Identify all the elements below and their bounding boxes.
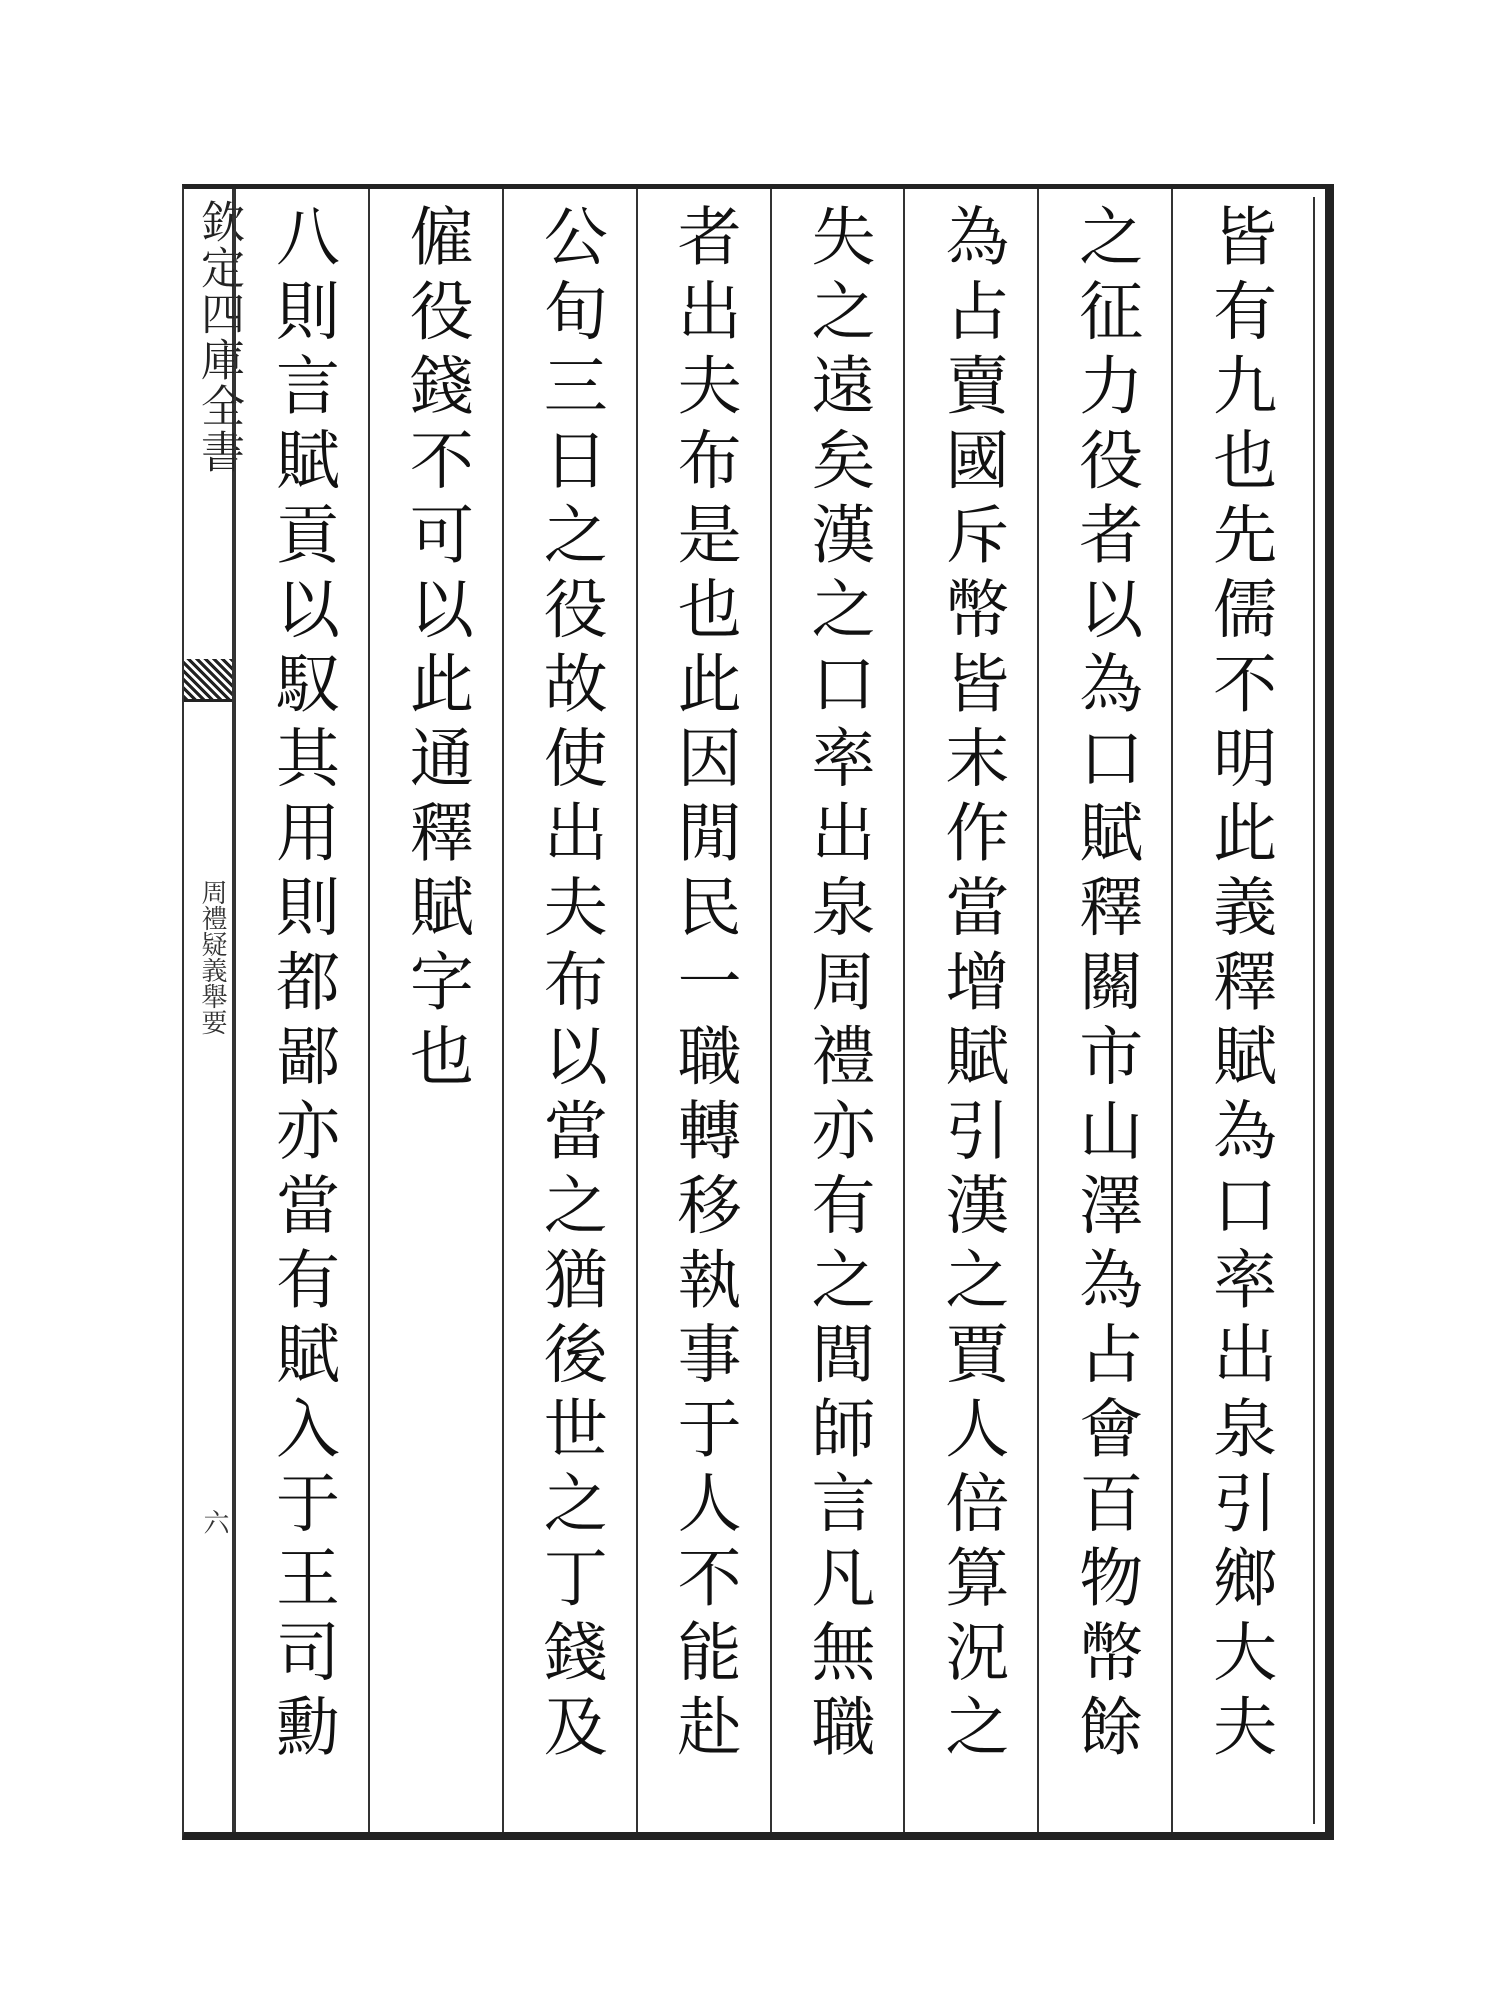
text-column [1037,189,1171,1832]
column-text: 之征力役者以為口賦釋關市山澤為占會百物幣餘 [1068,203,1143,1768]
column-text: 失之遠矣漢之口率出泉周禮亦有之閭師言凡無職 [800,203,875,1768]
fish-tail-ornament [184,659,232,702]
page-frame [182,184,1334,1840]
page-number: 六 [199,1509,229,1535]
column-text: 僱役錢不可以此通釋賦字也 [398,203,473,1097]
text-column [903,189,1037,1832]
text-column [636,189,770,1832]
text-column [1171,189,1305,1832]
text-column [770,189,904,1832]
column-text: 皆有九也先儒不明此義釋賦為口率出泉引鄉大夫 [1202,203,1277,1768]
column-text: 公旬三日之役故使出夫布以當之猶後世之丁錢及 [532,203,607,1768]
series-title: 欽定四庫全書 [193,199,244,475]
book-title: 周禮疑義舉要 [197,879,227,1035]
inner-border [1313,197,1315,1824]
text-column [368,189,502,1832]
column-text: 者出夫布是也此因閒民一職轉移執事于人不能赴 [666,203,741,1768]
text-columns [234,189,1305,1832]
page-margin [184,189,244,1832]
text-column [502,189,636,1832]
column-text: 為占賣國斥幣皆末作當增賦引漢之賈人倍算況之 [934,203,1009,1768]
column-text: 八則言賦貢以馭其用則都鄙亦當有賦入于王司勳 [264,203,339,1768]
text-column [234,189,368,1832]
